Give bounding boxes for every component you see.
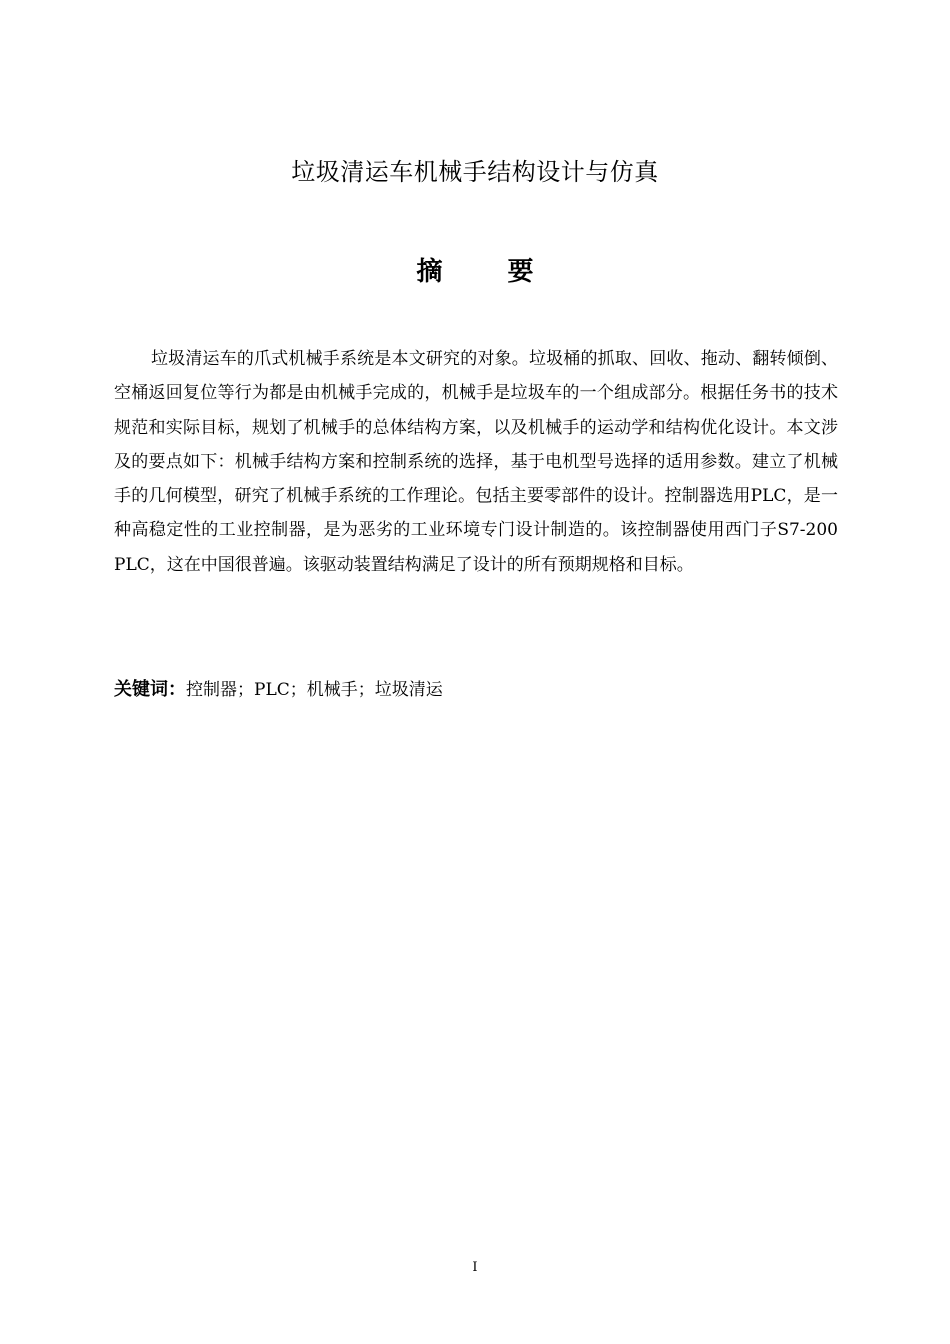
keywords-line <box>114 675 838 705</box>
abstract-paragraph: 垃圾清运车的爪式机械手系统是本文研究的对象。垃圾桶的抓取、回收、拖动、翻转倾倒、空桶返回复位等行为都是由机械手完成的，机械手是垃圾车的一个组成部分。根据任务书的技术规范和实际目标，规划了机械手的总体结构方案，以及机械手的运动学和结构优化设计。本文涉及的要点如下：机械手结构方案和控制系统的选择，基于电机型号选择的适用参数。建立了机械手的几何模型，研究了机械手系统的工作理论。包括主要零部件的设计。控制器选用PLC，是一种高稳定性的工业控制器，是为恶劣的工业环境专门设计制造的。该控制器使用西门子S7-200 PLC，这在中国很普遍。该驱动装置结构满足了设计的所有预期规格和目标。 <box>114 349 838 575</box>
document-title: 垃圾清运车机械手结构设计与仿真 <box>291 158 659 186</box>
page-number: I <box>472 1260 478 1275</box>
abstract-heading: 摘 要 <box>416 257 562 287</box>
keywords-value: 控制器；PLC；机械手；垃圾清运 <box>186 680 443 700</box>
keywords-label: 关键词： <box>114 679 186 700</box>
